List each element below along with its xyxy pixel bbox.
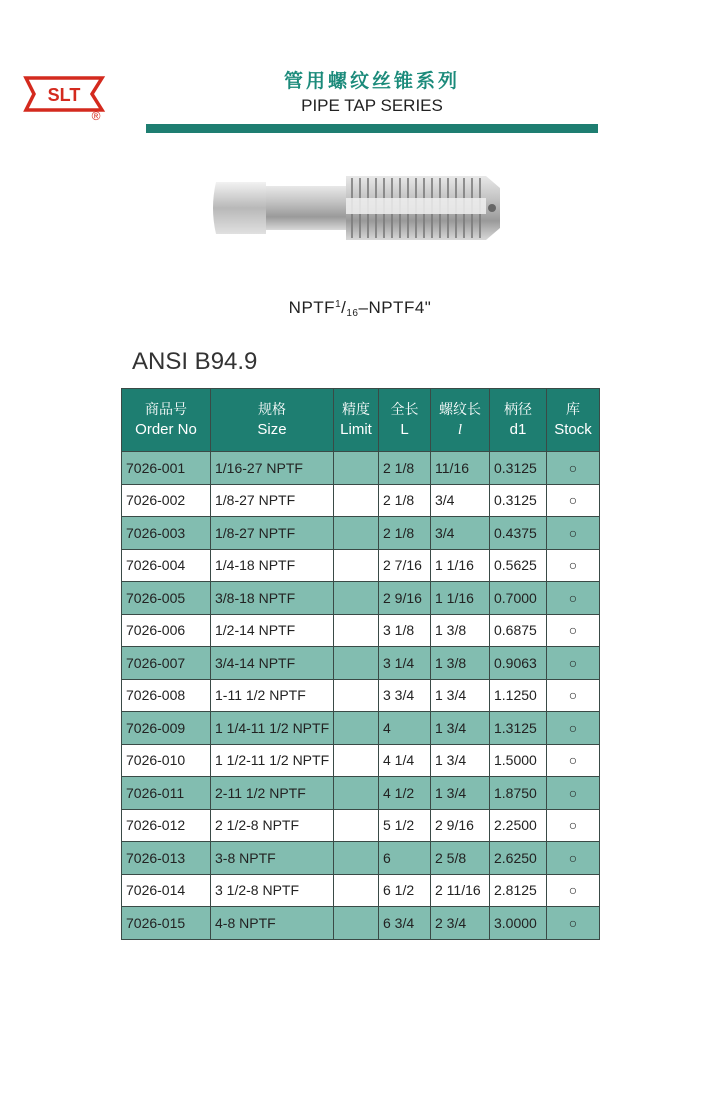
shank-dia-cell: 0.3125	[490, 452, 547, 485]
table-row	[122, 809, 600, 842]
size-cell: 1/4-18 NPTF	[211, 549, 334, 582]
stock-cell: ○	[547, 517, 600, 550]
limit-cell	[334, 549, 379, 582]
shank-dia-cell: 3.0000	[490, 907, 547, 940]
title-english: PIPE TAP SERIES	[301, 96, 443, 115]
size-cell: 1-11 1/2 NPTF	[211, 679, 334, 712]
length-cell: 4 1/4	[379, 744, 431, 777]
title-underline-bar	[146, 124, 598, 133]
length-cell: 4 1/2	[379, 777, 431, 810]
limit-cell	[334, 874, 379, 907]
length-cell: 3 3/4	[379, 679, 431, 712]
shank-dia-cell: 0.4375	[490, 517, 547, 550]
thread-length-cell: 3/4	[431, 484, 490, 517]
table-row	[122, 874, 600, 907]
limit-cell	[334, 907, 379, 940]
size-cell: 2 1/2-8 NPTF	[211, 809, 334, 842]
thread-length-cell: 2 5/8	[431, 842, 490, 875]
order-no-cell: 7026-005	[122, 582, 211, 615]
limit-cell	[334, 809, 379, 842]
limit-cell	[334, 777, 379, 810]
limit-cell	[334, 712, 379, 745]
length-cell: 6 3/4	[379, 907, 431, 940]
stock-cell: ○	[547, 452, 600, 485]
size-cell: 3-8 NPTF	[211, 842, 334, 875]
stock-cell: ○	[547, 777, 600, 810]
length-cell: 2 7/16	[379, 549, 431, 582]
order-no-cell: 7026-011	[122, 777, 211, 810]
order-no-cell: 7026-007	[122, 647, 211, 680]
stock-cell: ○	[547, 614, 600, 647]
registered-mark: ®	[91, 109, 101, 122]
table-row	[122, 712, 600, 745]
order-no-cell: 7026-003	[122, 517, 211, 550]
size-cell: 4-8 NPTF	[211, 907, 334, 940]
length-cell: 3 1/8	[379, 614, 431, 647]
thread-length-cell: 1 3/4	[431, 712, 490, 745]
table-row	[122, 614, 600, 647]
header-thread-length: 螺纹长 l	[431, 389, 490, 452]
header-length: 全长 L	[379, 389, 431, 452]
limit-cell	[334, 452, 379, 485]
table-body	[122, 452, 600, 940]
thread-length-cell: 1 3/4	[431, 679, 490, 712]
length-cell: 3 1/4	[379, 647, 431, 680]
size-cell: 1/8-27 NPTF	[211, 484, 334, 517]
table-row	[122, 744, 600, 777]
size-cell: 3/8-18 NPTF	[211, 582, 334, 615]
thread-length-cell: 2 3/4	[431, 907, 490, 940]
shank-dia-cell: 0.9063	[490, 647, 547, 680]
stock-cell: ○	[547, 484, 600, 517]
shank-dia-cell: 0.6875	[490, 614, 547, 647]
thread-length-cell: 1 3/8	[431, 647, 490, 680]
limit-cell	[334, 647, 379, 680]
shank-dia-cell: 0.5625	[490, 549, 547, 582]
table-row	[122, 647, 600, 680]
pipe-tap-image	[210, 168, 510, 248]
length-cell: 6	[379, 842, 431, 875]
length-cell: 2 1/8	[379, 484, 431, 517]
thread-length-cell: 1 3/4	[431, 777, 490, 810]
length-cell: 4	[379, 712, 431, 745]
limit-cell	[334, 484, 379, 517]
spec-table	[121, 388, 600, 940]
shank-dia-cell: 2.2500	[490, 809, 547, 842]
size-cell: 2-11 1/2 NPTF	[211, 777, 334, 810]
shank-dia-cell: 1.3125	[490, 712, 547, 745]
limit-cell	[334, 744, 379, 777]
table-row	[122, 452, 600, 485]
header-order-no: 商品号 Order No	[122, 389, 211, 452]
order-no-cell: 7026-006	[122, 614, 211, 647]
shank-dia-cell: 0.3125	[490, 484, 547, 517]
thread-length-cell: 3/4	[431, 517, 490, 550]
order-no-cell: 7026-004	[122, 549, 211, 582]
limit-cell	[334, 517, 379, 550]
stock-cell: ○	[547, 647, 600, 680]
thread-length-cell: 1 3/4	[431, 744, 490, 777]
order-no-cell: 7026-001	[122, 452, 211, 485]
stock-cell: ○	[547, 809, 600, 842]
size-cell: 3 1/2-8 NPTF	[211, 874, 334, 907]
order-no-cell: 7026-013	[122, 842, 211, 875]
shank-dia-cell: 2.6250	[490, 842, 547, 875]
limit-cell	[334, 679, 379, 712]
order-no-cell: 7026-012	[122, 809, 211, 842]
length-cell: 6 1/2	[379, 874, 431, 907]
order-no-cell: 7026-002	[122, 484, 211, 517]
standard-label: ANSI B94.9	[132, 348, 258, 375]
header-size: 规格 Size	[211, 389, 334, 452]
order-no-cell: 7026-009	[122, 712, 211, 745]
shank-dia-cell: 1.5000	[490, 744, 547, 777]
title-chinese: 管用螺纹丝锥系列	[283, 70, 460, 92]
order-no-cell: 7026-008	[122, 679, 211, 712]
table-row	[122, 549, 600, 582]
stock-cell: ○	[547, 874, 600, 907]
thread-length-cell: 2 9/16	[431, 809, 490, 842]
order-no-cell: 7026-014	[122, 874, 211, 907]
table-row	[122, 582, 600, 615]
size-cell: 1/2-14 NPTF	[211, 614, 334, 647]
table-row	[122, 517, 600, 550]
order-no-cell: 7026-015	[122, 907, 211, 940]
limit-cell	[334, 582, 379, 615]
table-row	[122, 842, 600, 875]
stock-cell: ○	[547, 582, 600, 615]
thread-length-cell: 1 1/16	[431, 549, 490, 582]
stock-cell: ○	[547, 907, 600, 940]
shank-dia-cell: 1.1250	[490, 679, 547, 712]
length-cell: 2 1/8	[379, 452, 431, 485]
header-stock: 库 Stock	[547, 389, 600, 452]
size-cell: 3/4-14 NPTF	[211, 647, 334, 680]
length-cell: 2 1/8	[379, 517, 431, 550]
size-cell: 1 1/4-11 1/2 NPTF	[211, 712, 334, 745]
size-cell: 1/16-27 NPTF	[211, 452, 334, 485]
thread-length-cell: 2 11/16	[431, 874, 490, 907]
stock-cell: ○	[547, 549, 600, 582]
tap-range-caption: $NPTF^1/_{16}-NPTF4$"	[288, 298, 432, 319]
shank-dia-cell: 0.7000	[490, 582, 547, 615]
table-header-row	[122, 389, 600, 452]
limit-cell	[334, 842, 379, 875]
table-row	[122, 777, 600, 810]
thread-length-cell: 1 3/8	[431, 614, 490, 647]
shank-dia-cell: 1.8750	[490, 777, 547, 810]
thread-length-cell: 1 1/16	[431, 582, 490, 615]
size-cell: 1 1/2-11 1/2 NPTF	[211, 744, 334, 777]
header-shank-dia: 柄径 d1	[490, 389, 547, 452]
size-cell: 1/8-27 NPTF	[211, 517, 334, 550]
limit-cell	[334, 614, 379, 647]
stock-cell: ○	[547, 744, 600, 777]
logo-text: SLT	[47, 85, 81, 105]
stock-cell: ○	[547, 679, 600, 712]
table-row	[122, 484, 600, 517]
table-row	[122, 907, 600, 940]
header-limit: 精度 Limit	[334, 389, 379, 452]
thread-length-cell: 11/16	[431, 452, 490, 485]
table-row	[122, 679, 600, 712]
stock-cell: ○	[547, 712, 600, 745]
stock-cell: ○	[547, 842, 600, 875]
length-cell: 5 1/2	[379, 809, 431, 842]
shank-dia-cell: 2.8125	[490, 874, 547, 907]
order-no-cell: 7026-010	[122, 744, 211, 777]
length-cell: 2 9/16	[379, 582, 431, 615]
